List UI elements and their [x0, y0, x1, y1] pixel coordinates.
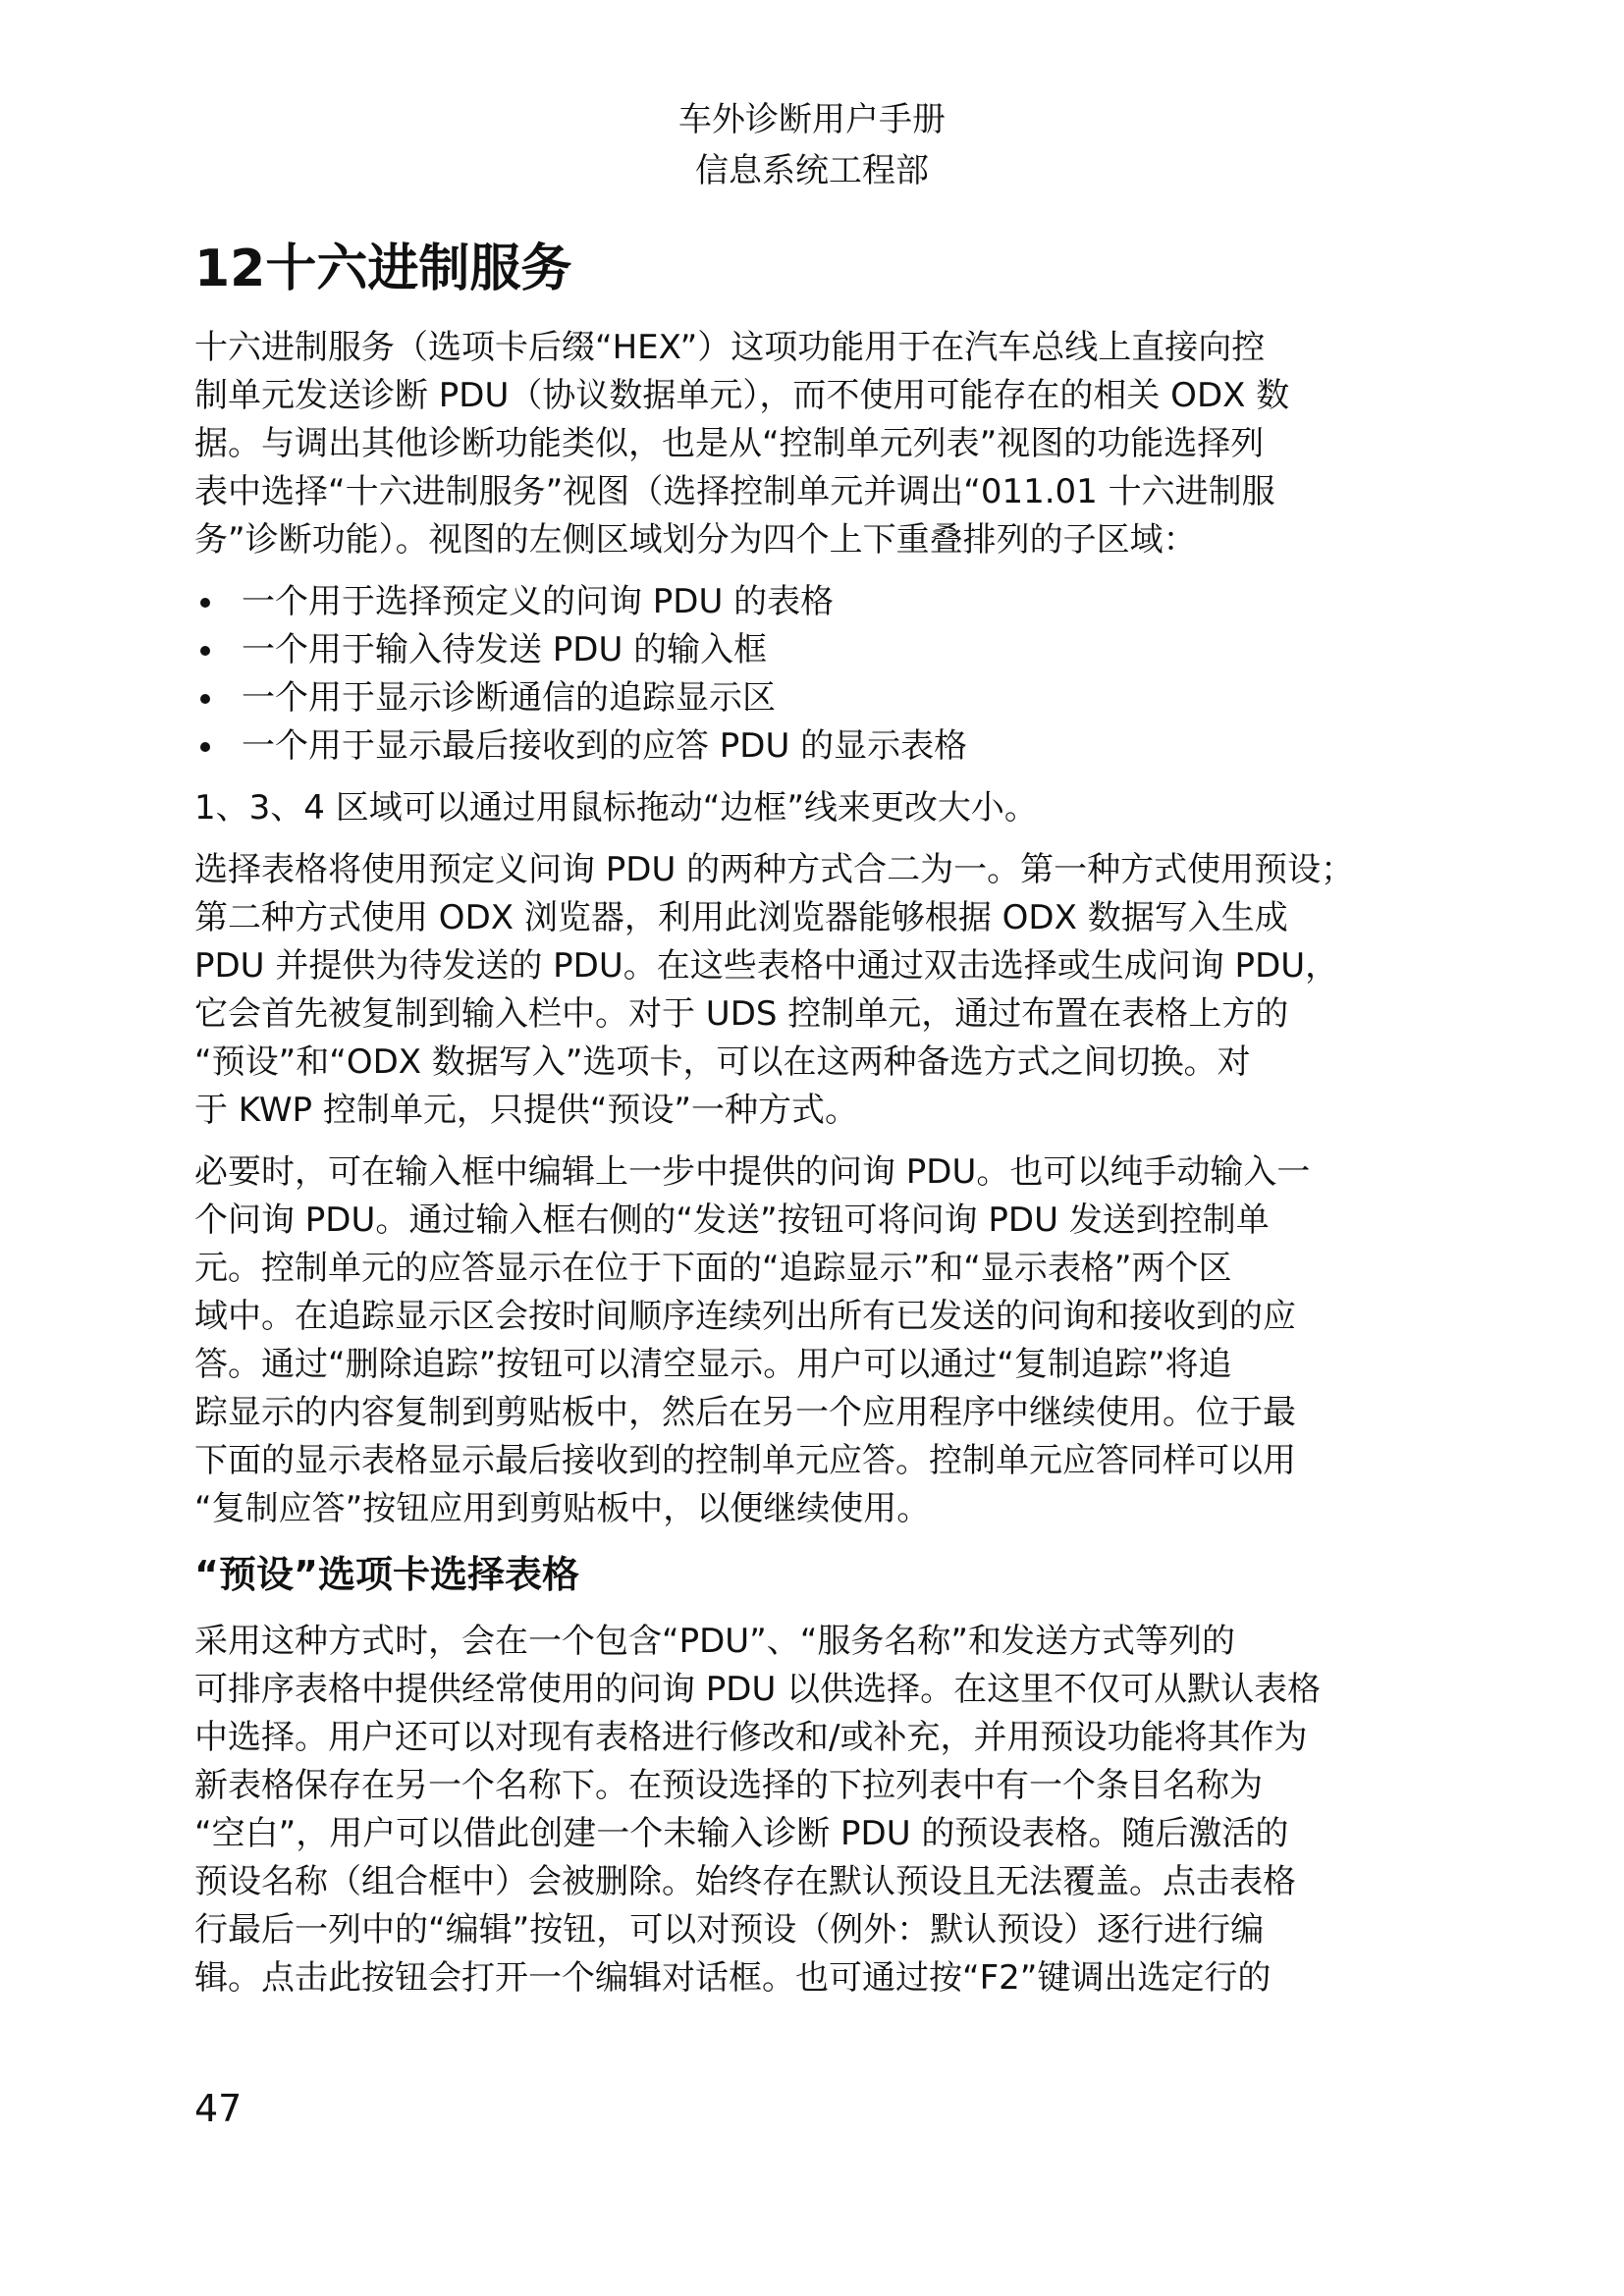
preset-paragraph: 采用这种方式时，会在一个包含“PDU”、“服务名称”和发送方式等列的 可排序表格中提供经常使用的问询 PDU 以供选择。在这里不仅可从默认表格 中选择。用户还可以对现有表格进行修改和/或补充，并用预设功能将其作为 新表格保存在另一个名称下。在预设选择的下拉列表中有一个条目名称为 “空白”，用户可以借此创建一个未输入诊断 PDU 的预设表格。随后激活的 预设名称（组合框中）会被删除。始终存在默认预设且无法覆盖。点击表格 行最后一列中的“编辑”按钮，可以对预设（例外：默认预设）逐行进行编 辑。点击此按钮会打开一个编辑对话框。也可通过按“F2”键调出选定行的	[194, 1622, 1322, 1998]
header-manual-title: 车外诊断用户手册	[678, 100, 946, 139]
bullet-dot-icon	[200, 646, 210, 656]
header-department: 信息系统工程部	[695, 151, 929, 190]
running-header	[0, 94, 1624, 196]
bullet-item-response-table	[194, 722, 1441, 771]
bullet-item-input-field	[194, 626, 1441, 674]
bullet-text: 一个用于显示最后接收到的应答 PDU 的显示表格	[242, 726, 968, 766]
chapter-title: 12十六进制服务	[194, 240, 572, 298]
bullet-dot-icon	[200, 598, 210, 608]
bullet-text: 一个用于输入待发送 PDU 的输入框	[242, 630, 768, 669]
editing-paragraph: 必要时，可在输入框中编辑上一步中提供的问询 PDU。也可以纯手动输入一 个问询 PDU。通过输入框右侧的“发送”按钮可将问询 PDU 发送到控制单 元。控制单元的应答显示在位于下面的“追踪显示”和“显示表格”两个区 域中。在追踪显示区会按时间顺序连续列出所有已发送的问询和接收到的应 答。通过“删除追踪”按钮可以清空显示。用户可以通过“复制追踪”将追 踪显示的内容复制到剪贴板中，然后在另一个应用程序中继续使用。位于最 下面的显示表格显示最后接收到的控制单元应答。控制单元应答同样可以用 “复制应答”按钮应用到剪贴板中，以便继续使用。	[194, 1152, 1311, 1528]
bullet-dot-icon	[200, 694, 210, 704]
intro-paragraph: 十六进制服务（选项卡后缀“HEX”）这项功能用于在汽车总线上直接向控 制单元发送诊断 PDU（协议数据单元），而不使用可能存在的相关 ODX 数 据。与调出其他诊断功能类似，也是从“控制单元列表”视图的功能选择列 表中选择“十六进制服务”视图（选择控制单元并调出“011.01 十六进制服 务”诊断功能）。视图的左侧区域划分为四个上下重叠排列的子区域：	[194, 328, 1290, 560]
subarea-bullet-list	[194, 578, 1441, 771]
bullet-dot-icon	[200, 742, 210, 752]
selection-paragraph: 选择表格将使用预定义问询 PDU 的两种方式合二为一。第一种方式使用预设； 第二种方式使用 ODX 浏览器，利用此浏览器能够根据 ODX 数据写入生成 PDU 并提供为待发送的 PDU。在这些表格中通过双击选择或生成问询 PDU， 它会首先被复制到输入栏中。对于 UDS 控制单元，通过布置在表格上方的 “预设”和“ODX 数据写入”选项卡，可以在这两种备选方式之间切换。对 于 KWP 控制单元，只提供“预设”一种方式。	[194, 850, 1355, 1130]
resize-paragraph: 1、3、4 区域可以通过用鼠标拖动“边框”线来更改大小。	[194, 788, 1038, 828]
bullet-item-trace-display	[194, 674, 1441, 722]
bullet-item-selection-table	[194, 578, 1441, 626]
page-content	[194, 228, 1441, 2016]
bullet-text: 一个用于显示诊断通信的追踪显示区	[242, 678, 776, 718]
section-title: “预设”选项卡选择表格	[194, 1553, 579, 1596]
bullet-text: 一个用于选择预定义的问询 PDU 的表格	[242, 582, 835, 621]
page-number: 47	[194, 2087, 243, 2130]
